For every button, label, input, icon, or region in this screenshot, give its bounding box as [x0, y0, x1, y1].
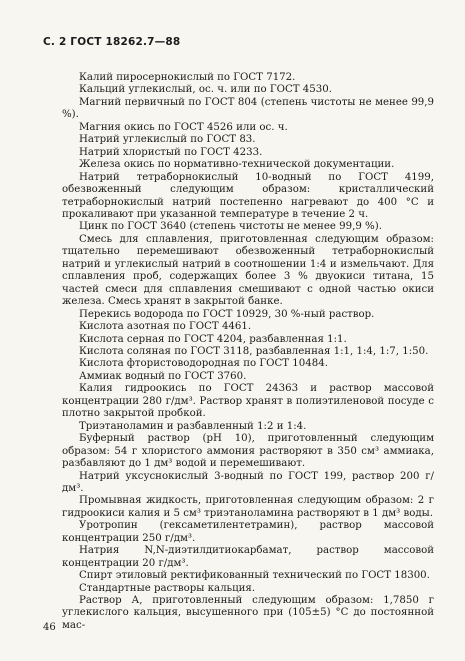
document-body: [62, 72, 434, 632]
paragraph: Цинк по ГОСТ 3640 (степень чистоты не менее 99,9 %).: [79, 221, 382, 233]
paragraph: Перекись водорода по ГОСТ 10929, 30 %-ный раствор.: [79, 308, 375, 320]
paragraph: Кислота соляная по ГОСТ 3118, разбавленная 1:1, 1:4, 1:7, 1:50.: [79, 345, 429, 357]
paragraph: Кислота серная по ГОСТ 4204, разбавленная 1:1.: [79, 333, 347, 345]
paragraph: Калий пиросернокислый по ГОСТ 7172.: [79, 72, 296, 83]
paragraph: Кислота фтористоводородная по ГОСТ 10484.: [79, 358, 328, 370]
paragraph: Триэтаноламин и разбавленный 1:2 и 1:4.: [79, 420, 307, 432]
paragraph: Спирт этиловый ректификованный технический по ГОСТ 18300.: [79, 570, 430, 582]
paragraph: Уротропин (гексаметилентетрамин), раствор массовой концентрации 250 г/дм³.: [62, 520, 434, 544]
paragraph: Железа окись по нормативно-технической документации.: [79, 159, 395, 171]
paragraph: Кислота азотная по ГОСТ 4461.: [79, 321, 252, 333]
paragraph: Натрия N,N-диэтилдитиокарбамат, раствор массовой концентрации 20 г/дм³.: [62, 545, 434, 569]
paragraph: Кальций углекислый, ос. ч. или по ГОСТ 4530.: [79, 84, 332, 96]
paragraph: Стандартные растворы кальция.: [79, 582, 256, 594]
paragraph: Раствор А, приготовленный следующим образом: 1,7850 г углекислого кальция, высушенного при (105±5) °С до постоянной мас-: [62, 595, 434, 631]
page-number: 46: [43, 622, 56, 633]
paragraph: Натрий хлористый по ГОСТ 4233.: [79, 146, 263, 158]
paragraph: Магния окись по ГОСТ 4526 или ос. ч.: [79, 121, 288, 133]
paragraph: Натрий тетраборнокислый 10-водный по ГОСТ 4199, обезвоженный следующим образом: кристаллический тетраборнокислый натрий постепенно нагревают до 400 °С и прокаливают при указанной температуре в течение 2 ч.: [62, 171, 434, 220]
paragraph: Аммиак водный по ГОСТ 3760.: [79, 370, 247, 382]
paragraph: Магний первичный по ГОСТ 804 (степень чистоты не менее 99,9 %).: [62, 96, 434, 121]
paragraph: Калия гидроокись по ГОСТ 24363 и раствор массовой концентрации 280 г/дм³. Раствор хранят в полиэтиленовой посуде с плотно закрытой пробкой.: [62, 383, 434, 420]
paragraph: Смесь для сплавления, приготовленная следующим образом: тщательно перемешивают обезвоженный тетраборнокислый натрий и углекислый натрий в соотношении 1:4 и измельчают. Для сплавления проб, содержащих более 3 % двуокиси титана, 15 частей смеси для сплавления смешивают с одной частью окиси железа. Смесь хранят в закрытой банке.: [62, 233, 434, 308]
paragraph: Буферный раствор (рН 10), приготовленный следующим образом: 54 г хлористого аммония растворяют в 350 см³ аммиака, разбавляют до 1 дм³ водой и перемешивают.: [62, 433, 434, 470]
paragraph: Натрий углекислый по ГОСТ 83.: [79, 134, 256, 146]
page-header: С. 2 ГОСТ 18262.7—88: [43, 36, 181, 48]
paragraph: Промывная жидкость, приготовленная следующим образом: 2 г гидроокиси калия и 5 см³ триэтаноламина растворяют в 1 дм³ воды.: [62, 495, 434, 519]
paragraph: Натрий уксуснокислый 3-водный по ГОСТ 199, раствор 200 г/дм³.: [62, 470, 434, 494]
